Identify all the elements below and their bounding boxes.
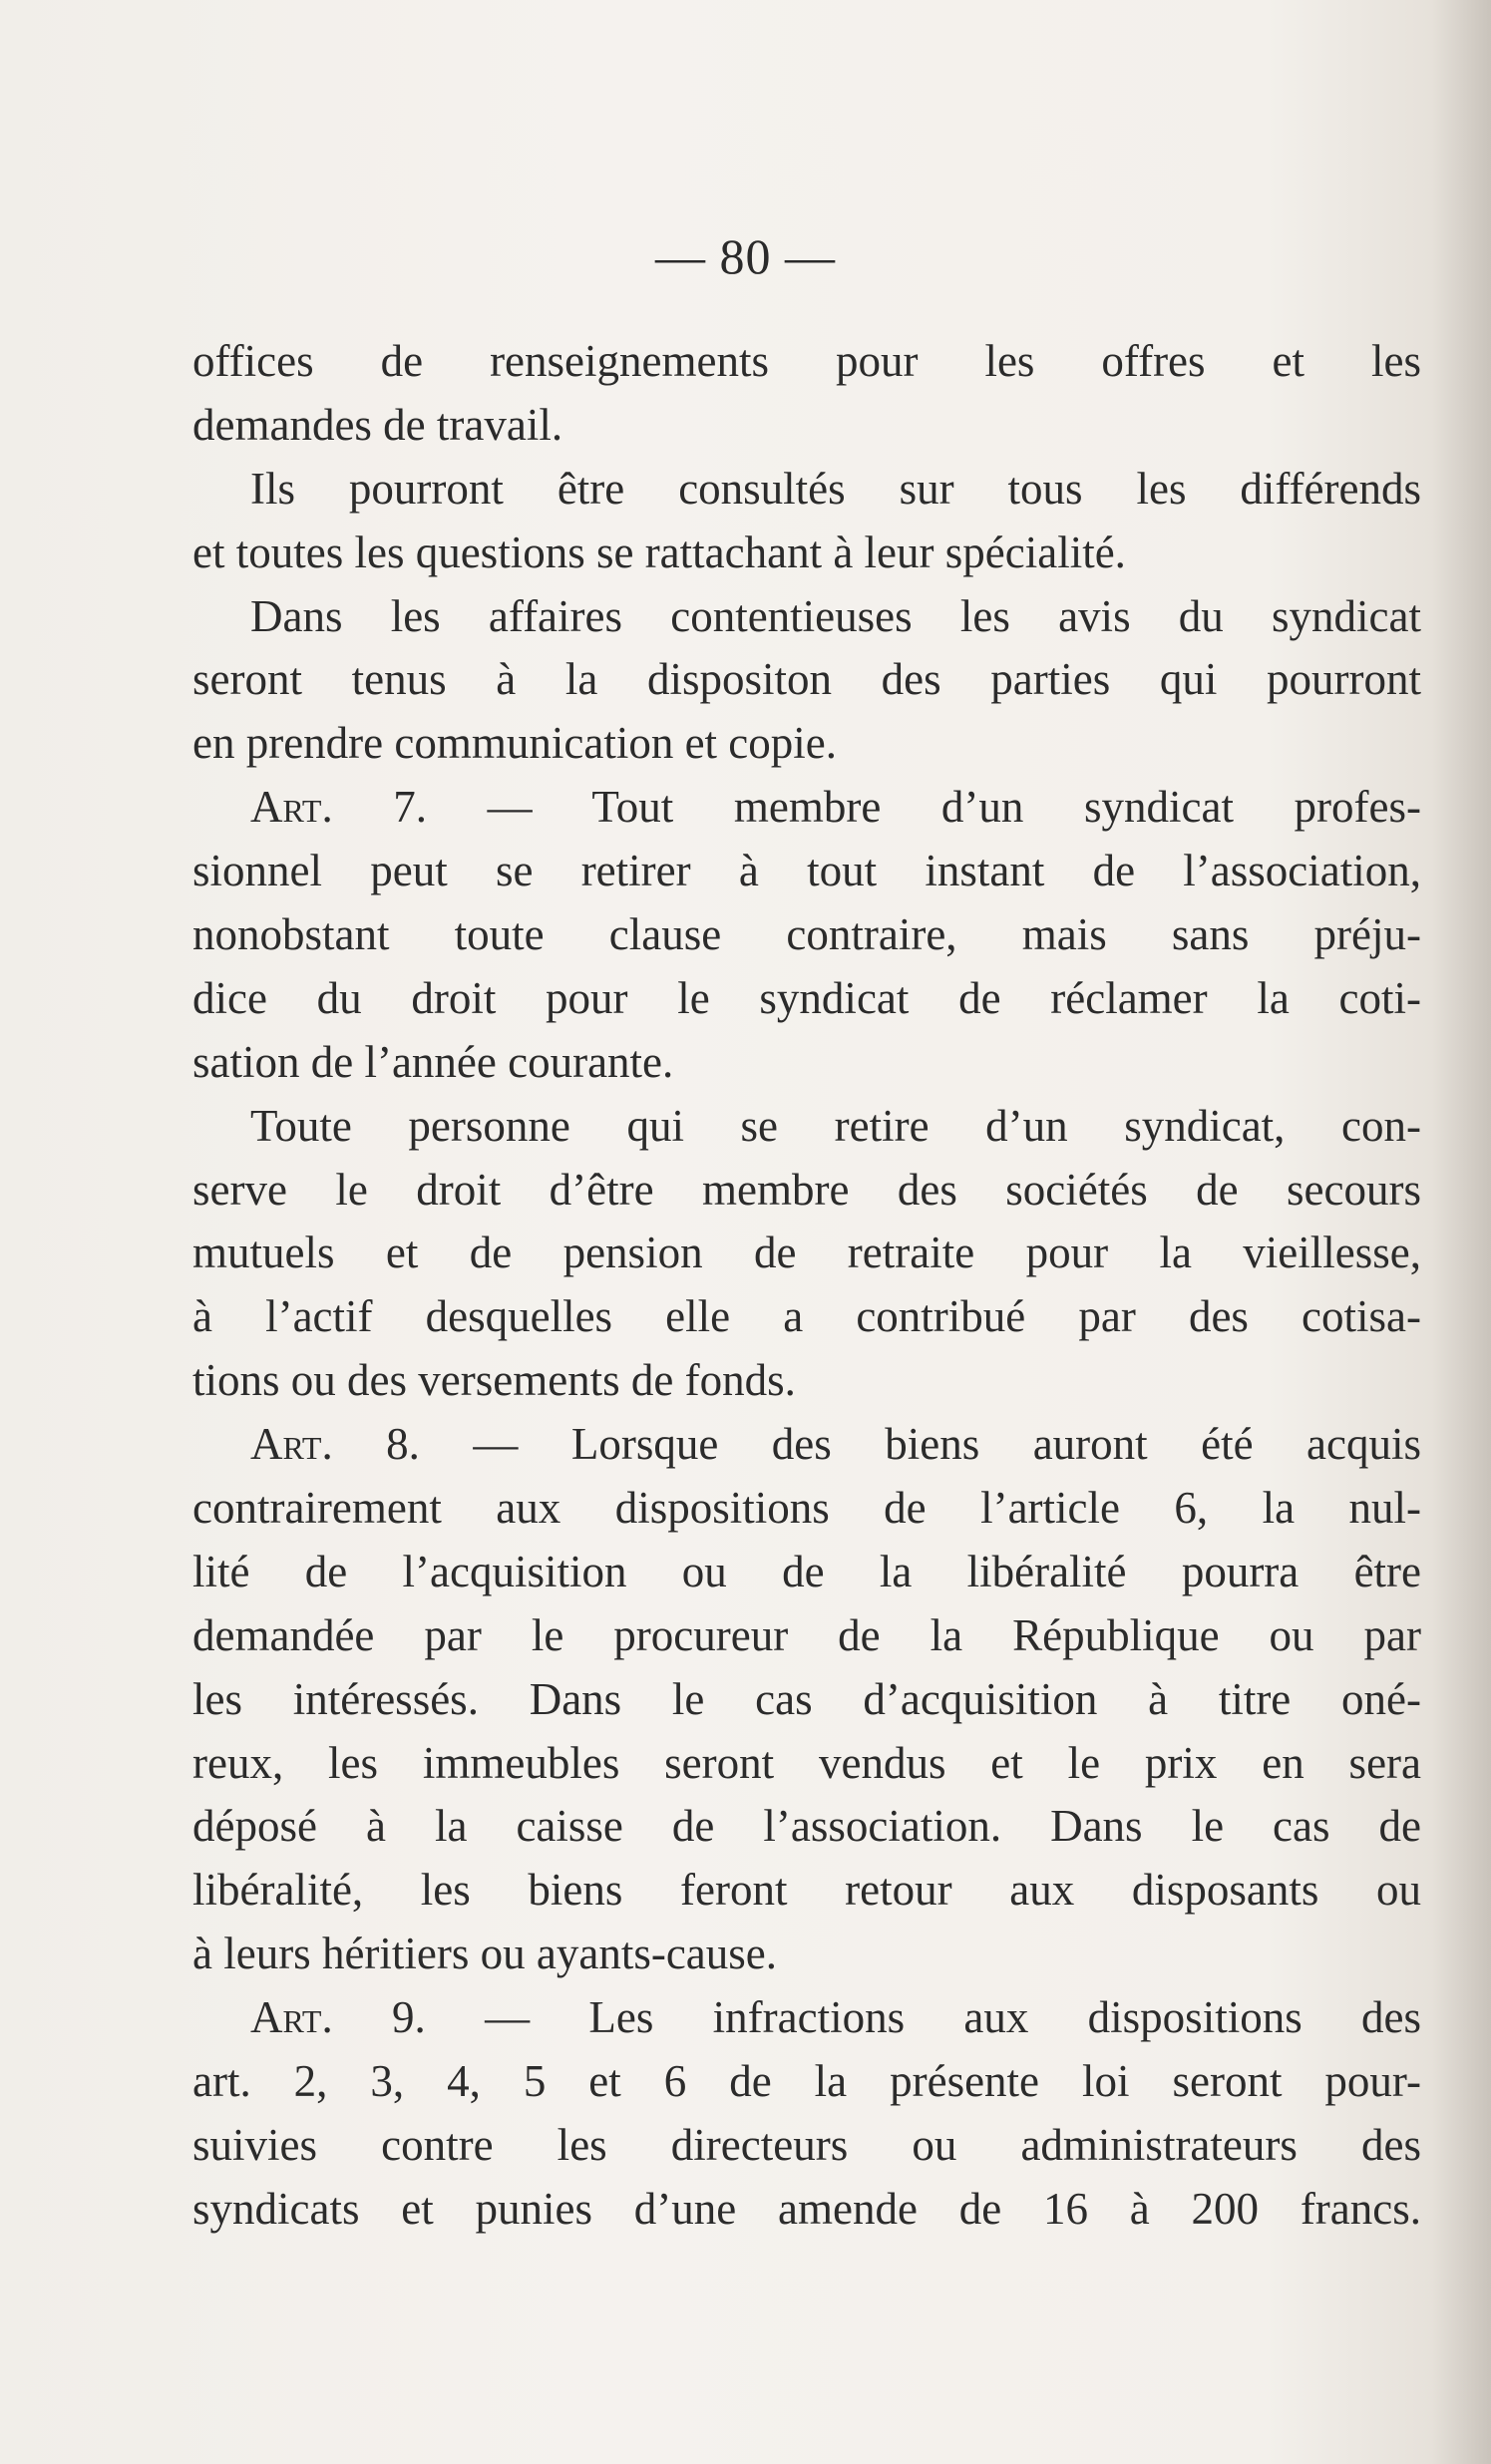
body-text [192,330,1421,2242]
text-line [192,2178,1421,2242]
line-text: — Les infractions aux dispositions des [425,1992,1422,2043]
text-line [192,1604,1421,1668]
text-line [192,776,1421,840]
line-text: demandée par le procureur de la République ou par [192,1609,1421,1660]
text-line [192,1159,1421,1223]
text-line [192,1095,1421,1159]
line-text: seront tenus à la dispositon des parties qui pourront [192,654,1421,705]
line-text: — Tout membre d’un syndicat profes- [427,782,1421,833]
text-line [192,1986,1421,2050]
text-line [192,967,1421,1031]
text-line [192,1541,1421,1604]
line-text: — Lorsque des biens auront été acquis [419,1419,1421,1470]
text-line [192,1413,1421,1477]
text-line [192,1923,1421,1986]
text-line [192,458,1421,522]
line-text: reux, les immeubles seront vendus et le prix en sera [192,1737,1421,1788]
line-text: Dans les affaires contentieuses les avis du syndicat [250,590,1421,641]
line-text: syndicats et punies d’une amende de 16 à 200 francs. [192,2183,1421,2234]
text-line [192,1795,1421,1859]
text-line [192,522,1421,585]
text-line [192,712,1421,776]
text-line [192,330,1421,394]
line-text: sation de l’année courante. [192,1036,674,1087]
line-text: dice du droit pour le syndicat de réclamer la coti- [192,972,1421,1023]
line-text: offices de renseignements pour les offres et les [192,336,1421,386]
line-text: à leurs héritiers ou ayants-cause. [192,1929,778,1979]
line-text: à l’actif desquelles elle a contribué par des cotisa- [192,1291,1421,1342]
line-text: tions ou des versements de fonds. [192,1355,796,1406]
article-label: Art. 9. [250,1992,426,2043]
line-text: nonobstant toute clause contraire, mais sans préju- [192,909,1421,960]
text-line [192,840,1421,903]
text-line [192,1285,1421,1349]
text-line [192,585,1421,649]
text-line [192,1349,1421,1413]
line-text: en prendre communication et copie. [192,718,837,769]
text-line [192,1031,1421,1095]
article-label: Art. 7. [250,782,428,833]
text-line [192,648,1421,712]
line-text: et toutes les questions se rattachant à leur spécialité. [192,527,1126,577]
article-label: Art. 8. [250,1419,420,1470]
text-line [192,1477,1421,1541]
page-number: — 80 — [655,228,836,284]
line-text: Ils pourront être consultés sur tous les différends [250,463,1421,514]
text-line [192,1222,1421,1285]
text-line [192,1668,1421,1732]
line-text: libéralité, les biens feront retour aux disposants ou [192,1865,1421,1916]
line-text: déposé à la caisse de l’association. Dans le cas de [192,1801,1421,1852]
text-line [192,394,1421,458]
line-text: sionnel peut se retirer à tout instant de l’association, [192,846,1421,896]
line-text: mutuels et de pension de retraite pour la vieillesse, [192,1228,1421,1278]
line-text: art. 2, 3, 4, 5 et 6 de la présente loi seront pour- [192,2056,1421,2107]
text-line [192,2050,1421,2114]
line-text: les intéressés. Dans le cas d’acquisition à titre oné- [192,1673,1421,1724]
text-line [192,2114,1421,2178]
line-text: lité de l’acquisition ou de la libéralité pourra être [192,1546,1421,1596]
text-line [192,903,1421,967]
line-text: Toute personne qui se retire d’un syndicat, con- [250,1100,1421,1151]
line-text: contrairement aux dispositions de l’article 6, la nul- [192,1483,1421,1534]
text-line [192,1859,1421,1923]
line-text: suivies contre les directeurs ou administrateurs des [192,2119,1421,2170]
line-text: serve le droit d’être membre des sociétés de secours [192,1164,1421,1215]
line-text: demandes de travail. [192,399,563,450]
text-line [192,1732,1421,1796]
